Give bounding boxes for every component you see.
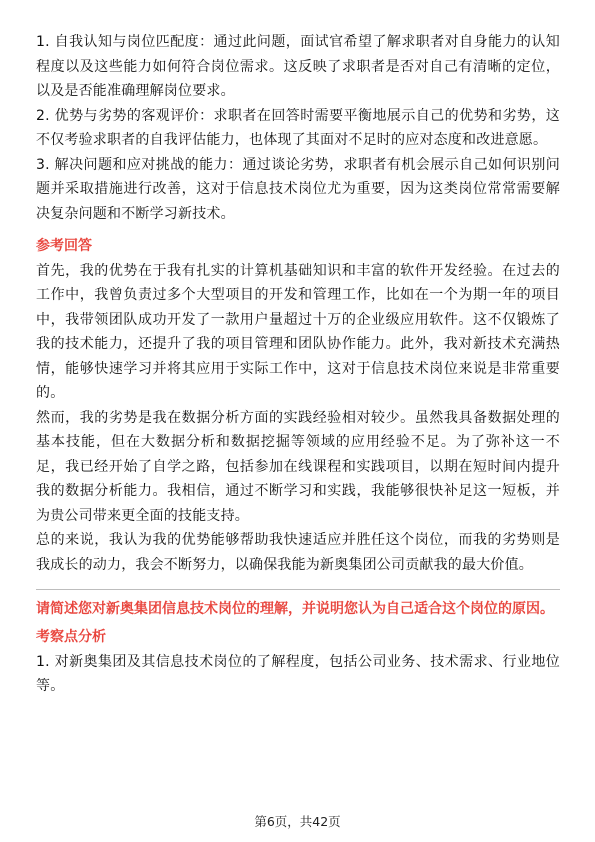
reference-paragraph-strengths: 首先，我的优势在于我有扎实的计算机基础知识和丰富的软件开发经验。在过去的工作中，我曾负责过多个大型项目的开发和管理工作，比如在一个为期一年的项目中，我带领团队成功开发了一款用户量超过十万的企业级应用软件。这不仅锻炼了我的技术能力，还提升了我的项目管理和团队协作能力。此外，我对新技术充满热情，能够快速学习并将其应用于实际工作中，这对于信息技术岗位来说是非常重要的。 (36, 262, 560, 401)
analysis-point-1: 1. 自我认知与岗位匹配度：通过此问题，面试官希望了解求职者对自身能力的认知程度以及这些能力如何符合岗位需求。这反映了求职者是否对自己有清晰的定位，以及是否能准确理解岗位要求。 (36, 34, 560, 99)
analysis-heading: 考察点分析 (36, 629, 106, 645)
analysis-point-2: 2. 优势与劣势的客观评价：求职者在回答时需要平衡地展示自己的优势和劣势，这不仅考验求职者的自我评估能力，也体现了其面对不足时的应对态度和改进意愿。 (36, 107, 560, 148)
page-content (36, 30, 560, 699)
question-text: 请简述您对新奥集团信息技术岗位的理解，并说明您认为自己适合这个岗位的原因。 (36, 601, 554, 617)
analysis-point-3: 3. 解决问题和应对挑战的能力：通过谈论劣势，求职者有机会展示自己如何识别问题并采取措施进行改善，这对于信息技术岗位尤为重要，因为这类岗位常常需要解决复杂问题和不断学习新技术。 (36, 156, 560, 222)
reference-paragraph-weaknesses: 然而，我的劣势是我在数据分析方面的实践经验相对较少。虽然我具备数据处理的基本技能，但在大数据分析和数据挖掘等领域的应用经验不足。为了弥补这一不足，我已经开始了自学之路，包括参加在线课程和实践项目，以期在短时间内提升我的数据分析能力。我相信，通过不断学习和实践，我能够很快补足这一短板，并为贵公司带来更全面的技能支持。 (36, 409, 560, 524)
reference-paragraph-summary: 总的来说，我认为我的优势能够帮助我快速适应并胜任这个岗位，而我的劣势则是我成长的动力，我会不断努力，以确保我能为新奥集团公司贡献我的最大价值。 (36, 532, 560, 573)
reference-answer-heading: 参考回答 (36, 238, 92, 254)
spacer (36, 590, 560, 599)
spacer (36, 226, 560, 234)
spacer (36, 577, 560, 589)
page-footer: 第6页，共42页 (254, 814, 341, 829)
analysis-point-next-1: 1. 对新奥集团及其信息技术岗位的了解程度，包括公司业务、技术需求、行业地位等。 (36, 653, 560, 694)
